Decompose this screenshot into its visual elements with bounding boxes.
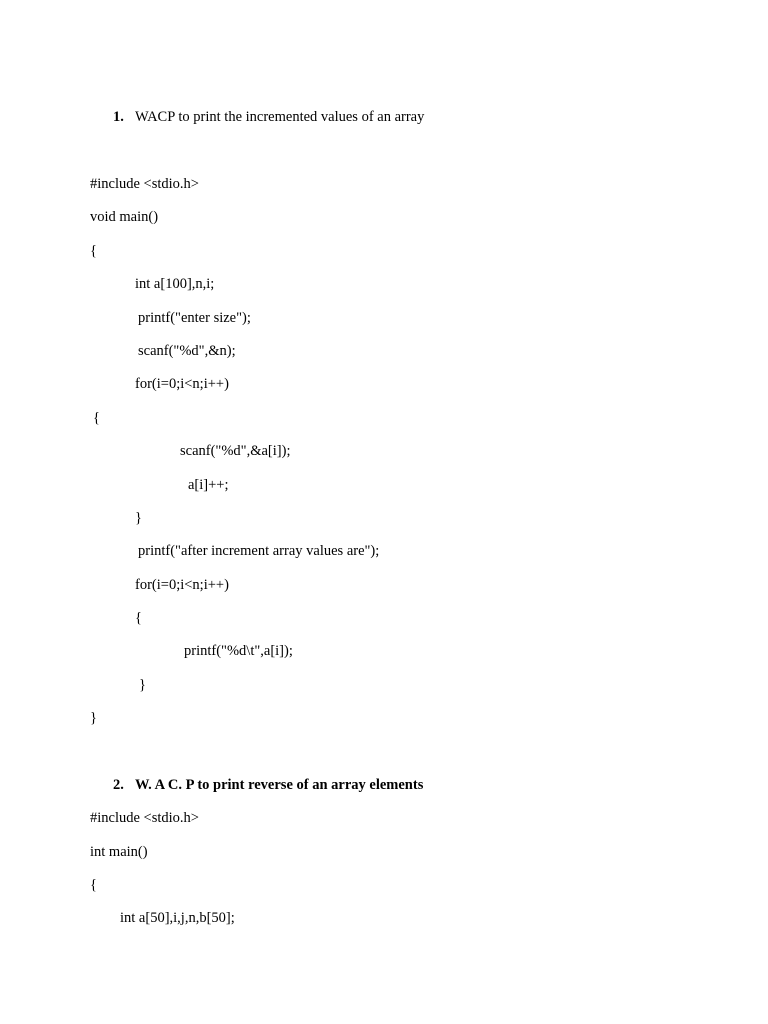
section-2-heading: [113, 776, 423, 794]
code-line: printf("after increment array values are");: [138, 543, 380, 559]
section-1-title: WACP to print the incremented values of an array: [135, 109, 425, 125]
code-line: }: [90, 710, 97, 726]
code-line: printf("%d\t",a[i]);: [184, 643, 293, 659]
section-1-number: 1.: [113, 109, 124, 125]
code-line: for(i=0;i<n;i++): [135, 577, 229, 593]
code-line: }: [135, 510, 142, 526]
code-line: #include <stdio.h>: [90, 810, 199, 826]
code-line: #include <stdio.h>: [90, 176, 199, 192]
code-line: {: [90, 243, 97, 259]
section-2-number: 2.: [113, 777, 124, 793]
code-line: for(i=0;i<n;i++): [135, 376, 229, 392]
code-line: printf("enter size");: [138, 310, 251, 326]
code-line: scanf("%d",&n);: [138, 343, 236, 359]
code-line: scanf("%d",&a[i]);: [180, 443, 291, 459]
section-2-title: W. A C. P to print reverse of an array elements: [135, 777, 424, 793]
code-line: int a[100],n,i;: [135, 276, 215, 292]
code-line: {: [93, 410, 100, 426]
code-line: {: [135, 610, 142, 626]
code-line: int a[50],i,j,n,b[50];: [120, 910, 235, 926]
code-line: }: [139, 677, 146, 693]
section-1-heading: [113, 108, 424, 126]
code-line: int main(): [90, 844, 148, 860]
code-line: a[i]++;: [188, 477, 229, 493]
code-line: void main(): [90, 209, 159, 225]
code-line: {: [90, 877, 97, 893]
